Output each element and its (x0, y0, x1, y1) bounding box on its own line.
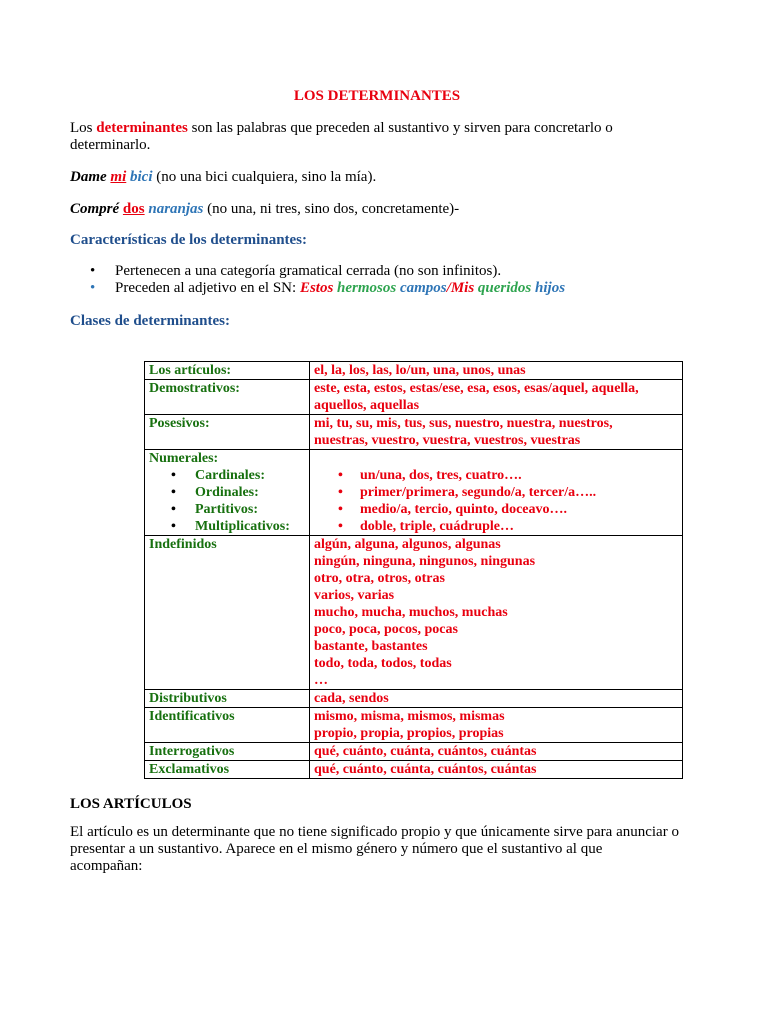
value-line: algún, alguna, algunos, algunas (314, 537, 501, 552)
table-row (145, 415, 683, 450)
example-1-comment: (no una bici cualquiera, sino la mía). (152, 169, 377, 185)
classes-heading: Clases de determinantes: (70, 313, 230, 329)
intro-line-2: determinarlo. (70, 137, 151, 153)
value-line: bastante, bastantes (314, 639, 428, 654)
example-separator: / (446, 280, 451, 296)
example-2-verb: Compré (70, 201, 120, 217)
example-1-verb: Dame (70, 169, 107, 185)
row-value (310, 415, 683, 450)
example-1 (70, 169, 376, 186)
value-line: aquellos, aquellas (314, 398, 420, 413)
list-item (90, 280, 565, 297)
row-label (145, 450, 310, 536)
determiners-table (144, 361, 683, 779)
sub-label: • Partitivos: (149, 501, 305, 518)
row-value (310, 708, 683, 743)
list-item-text: Preceden al adjetivo en el SN: (115, 280, 300, 296)
row-label: Exclamativos (145, 761, 310, 779)
paragraph-line: acompañan: (70, 858, 143, 874)
intro-rest: son las palabras que preceden al sustantivo y sirven para concretarlo o (187, 120, 613, 136)
characteristics-heading: Características de los determinantes: (70, 232, 308, 248)
value-line: mucho, mucha, muchos, muchas (314, 605, 508, 620)
value-line: • doble, triple, cuádruple… (314, 518, 678, 535)
value-line: ningún, ninguna, ningunos, ningunas (314, 554, 536, 569)
value-line: … (314, 673, 328, 688)
row-value: qué, cuánto, cuánta, cuántos, cuántas (310, 761, 683, 779)
paragraph-line: presentar a un sustantivo. Aparece en el mismo género y número que el sustantivo al que (70, 841, 603, 857)
paragraph-line: El artículo es un determinante que no tiene significado propio y que únicamente sirve para anunciar o (70, 824, 679, 840)
example-adj: queridos (477, 280, 532, 296)
value-line: nuestras, vuestro, vuestra, vuestros, vuestras (314, 433, 581, 448)
table-row (145, 708, 683, 743)
row-value: el, la, los, las, lo/un, una, unos, unas (310, 362, 683, 380)
example-det: Estos (299, 280, 334, 296)
intro-keyword: determinantes (96, 120, 188, 136)
intro-pre: Los (70, 120, 97, 136)
articulos-heading: LOS ARTÍCULOS (70, 796, 192, 812)
table-row (145, 450, 683, 536)
value-spacer (314, 450, 678, 467)
row-value (310, 450, 683, 536)
value-line: poco, poca, pocos, pocas (314, 622, 458, 637)
value-line: propio, propia, propios, propias (314, 726, 504, 741)
articulos-paragraph (70, 824, 710, 875)
value-line: otro, otra, otros, otras (314, 571, 445, 586)
list-item (90, 263, 565, 280)
value-line: • primer/primera, segundo/a, tercer/a….. (314, 484, 678, 501)
value-line: varios, varias (314, 588, 395, 603)
value-line: todo, toda, todos, todas (314, 656, 452, 671)
row-label: Posesivos: (145, 415, 310, 450)
page-title: LOS DETERMINANTES (293, 88, 461, 104)
example-det: Mis (450, 280, 475, 296)
characteristics-list (90, 263, 565, 297)
table-row (145, 761, 683, 779)
row-value (310, 380, 683, 415)
sub-label: • Multiplicativos: (149, 518, 305, 535)
row-label: Identificativos (145, 708, 310, 743)
value-line: mi, tu, su, mis, tus, sus, nuestro, nuestra, nuestros, (314, 416, 613, 431)
sub-label: • Cardinales: (149, 467, 305, 484)
example-noun: campos (399, 280, 447, 296)
row-value (310, 536, 683, 690)
intro-line-1 (70, 120, 613, 137)
row-value: qué, cuánto, cuánta, cuántos, cuántas (310, 743, 683, 761)
example-2-comment: (no una, ni tres, sino dos, concretamente)- (203, 201, 460, 217)
example-2-det: dos (122, 201, 145, 217)
example-1-det: mi (110, 169, 127, 185)
example-1-noun: bici (130, 169, 153, 185)
row-label: Distributivos (145, 690, 310, 708)
row-label: Indefinidos (145, 536, 310, 690)
row-label: Los artículos: (145, 362, 310, 380)
row-label: Demostrativos: (145, 380, 310, 415)
table-row (145, 362, 683, 380)
example-2 (70, 201, 459, 218)
table-row (145, 690, 683, 708)
table-row (145, 536, 683, 690)
example-2-noun: naranjas (148, 201, 204, 217)
table-row (145, 380, 683, 415)
example-adj: hermosos (337, 280, 397, 296)
table-row (145, 743, 683, 761)
row-value: cada, sendos (310, 690, 683, 708)
value-line: este, esta, estos, estas/ese, esa, esos, esas/aquel, aquella, (314, 381, 639, 396)
value-line: • medio/a, tercio, quinto, doceavo…. (314, 501, 678, 518)
value-line: • un/una, dos, tres, cuatro…. (314, 467, 678, 484)
example-noun: hijos (535, 280, 566, 296)
row-label: Interrogativos (145, 743, 310, 761)
value-line: mismo, misma, mismos, mismas (314, 709, 505, 724)
list-item-text: Pertenecen a una categoría gramatical cerrada (no son infinitos). (115, 263, 502, 279)
numerales-label: Numerales: (149, 451, 219, 466)
sub-label: • Ordinales: (149, 484, 305, 501)
